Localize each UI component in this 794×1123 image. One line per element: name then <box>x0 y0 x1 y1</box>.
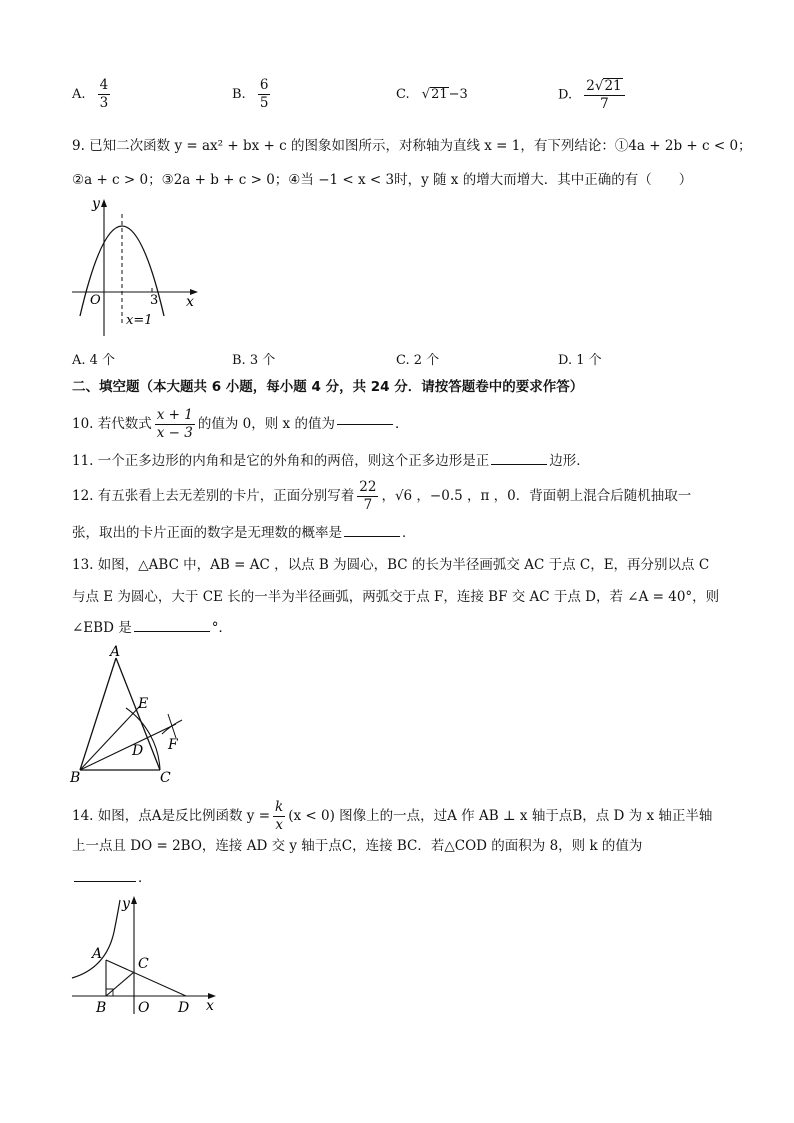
q14-fig-x-label: x <box>206 998 214 1014</box>
q14-fig-label-d: D <box>178 1000 190 1016</box>
q8-option-a: A. $\frac{4}{3}$ <box>72 77 109 111</box>
q13-fig-label-e: E <box>138 696 149 712</box>
q14-fig-label-o: O <box>138 1000 150 1016</box>
q9-option-d: D. 1 个 <box>558 353 602 368</box>
q9-parabola-figure <box>66 196 206 346</box>
q13-fig-label-b: B <box>70 770 81 784</box>
q14-fig-label-a: A <box>92 946 103 962</box>
q13-stem-line1: 13. 如图，△ABC 中，AB = AC ，以点 B 为圆心，BC 的长为半径画弧交 AC 于点 C，E，再分别以点 C <box>72 557 710 573</box>
q11-stem: 11. 一个正多边形的内角和是它的外角和的两倍，则这个正多边形是正 边形． <box>72 453 590 469</box>
q14-answer-blank[interactable] <box>74 880 136 882</box>
q14-fig-label-c: C <box>138 956 149 972</box>
q9-fig-x-label: x <box>186 294 194 310</box>
q14-stem-line2: 上一点且 DO = 2BO，连接 AD 交 y 轴于点C，连接 BC．若△COD 的面积为 8，则 k 的值为 <box>72 838 643 854</box>
q9-stem-line1: 9. 已知二次函数 y = ax² + bx + c 的图象如图所示，对称轴为直线 x = 1，有下列结论：①4a + 2b + c < 0； <box>72 138 752 154</box>
q14-fig-label-b: B <box>96 1000 107 1016</box>
q13-fig-label-d: D <box>132 743 144 759</box>
q10-stem: 10. 若代数式 $\frac{x + 1}{x - 3}$ 的值为 0，则 x 的值为 ． <box>72 407 409 441</box>
q14-hyperbola-figure <box>66 892 226 1016</box>
q8-option-c: C. √21−3 <box>396 87 468 102</box>
q13-fig-label-c: C <box>160 770 171 784</box>
q11-answer-blank[interactable] <box>491 463 547 465</box>
section-2-heading: 二、填空题（本大题共 6 小题，每小题 4 分，共 24 分．请按答题卷中的要求作答） <box>72 379 584 395</box>
q13-answer-blank[interactable] <box>134 630 210 632</box>
q14-stem-line3: ． <box>72 872 152 886</box>
q9-option-c: C. 2 个 <box>396 353 440 368</box>
q14-fig-y-label: y <box>122 896 130 912</box>
q9-fig-origin-label: O <box>90 293 101 308</box>
q9-fig-axis-label: x=1 <box>126 313 153 328</box>
q8-option-d: D. $\frac{2√21}{7}$ <box>558 78 628 112</box>
q8-option-b: B. $\frac{6}{5}$ <box>232 77 269 111</box>
q13-fig-label-a: A <box>110 644 121 660</box>
q14-stem-line1: 14. 如图，点A是反比例函数 y = $\frac{k}{x}$ (x < 0) 图像上的一点，过A 作 AB ⊥ x 轴于点B，点 D 为 x 轴正半轴 <box>72 799 713 833</box>
q13-stem-line2: 与点 E 为圆心，大于 CE 长的一半为半径画弧，两弧交于点 F，连接 BF 交 AC 于点 D，若 ∠A = 40°，则 <box>72 589 720 605</box>
q12-answer-blank[interactable] <box>344 535 400 537</box>
q10-answer-blank[interactable] <box>337 423 393 425</box>
q12-stem-line2: 张，取出的卡片正面的数字是无理数的概率是 ． <box>72 525 416 541</box>
q9-option-a: A. 4 个 <box>72 353 116 368</box>
q9-stem-line2: ②a + c > 0；③2a + b + c > 0；④当 −1 < x < 3时，y 随 x 的增大而增大．其中正确的有（ ） <box>72 172 693 188</box>
q13-stem-line3: ∠EBD 是 °． <box>72 620 232 636</box>
q12-stem-line1: 12. 有五张看上去无差别的卡片，正面分别写着 $\frac{22}{7}$ ，√6 ，−0.5 ，π ，0．背面朝上混合后随机抽取一 <box>72 479 692 513</box>
q13-triangle-figure <box>66 642 196 784</box>
q9-fig-y-label: y <box>92 196 100 212</box>
q13-fig-label-f: F <box>168 737 178 753</box>
q9-fig-three-label: 3 <box>150 293 159 308</box>
q9-option-b: B. 3 个 <box>232 353 276 368</box>
